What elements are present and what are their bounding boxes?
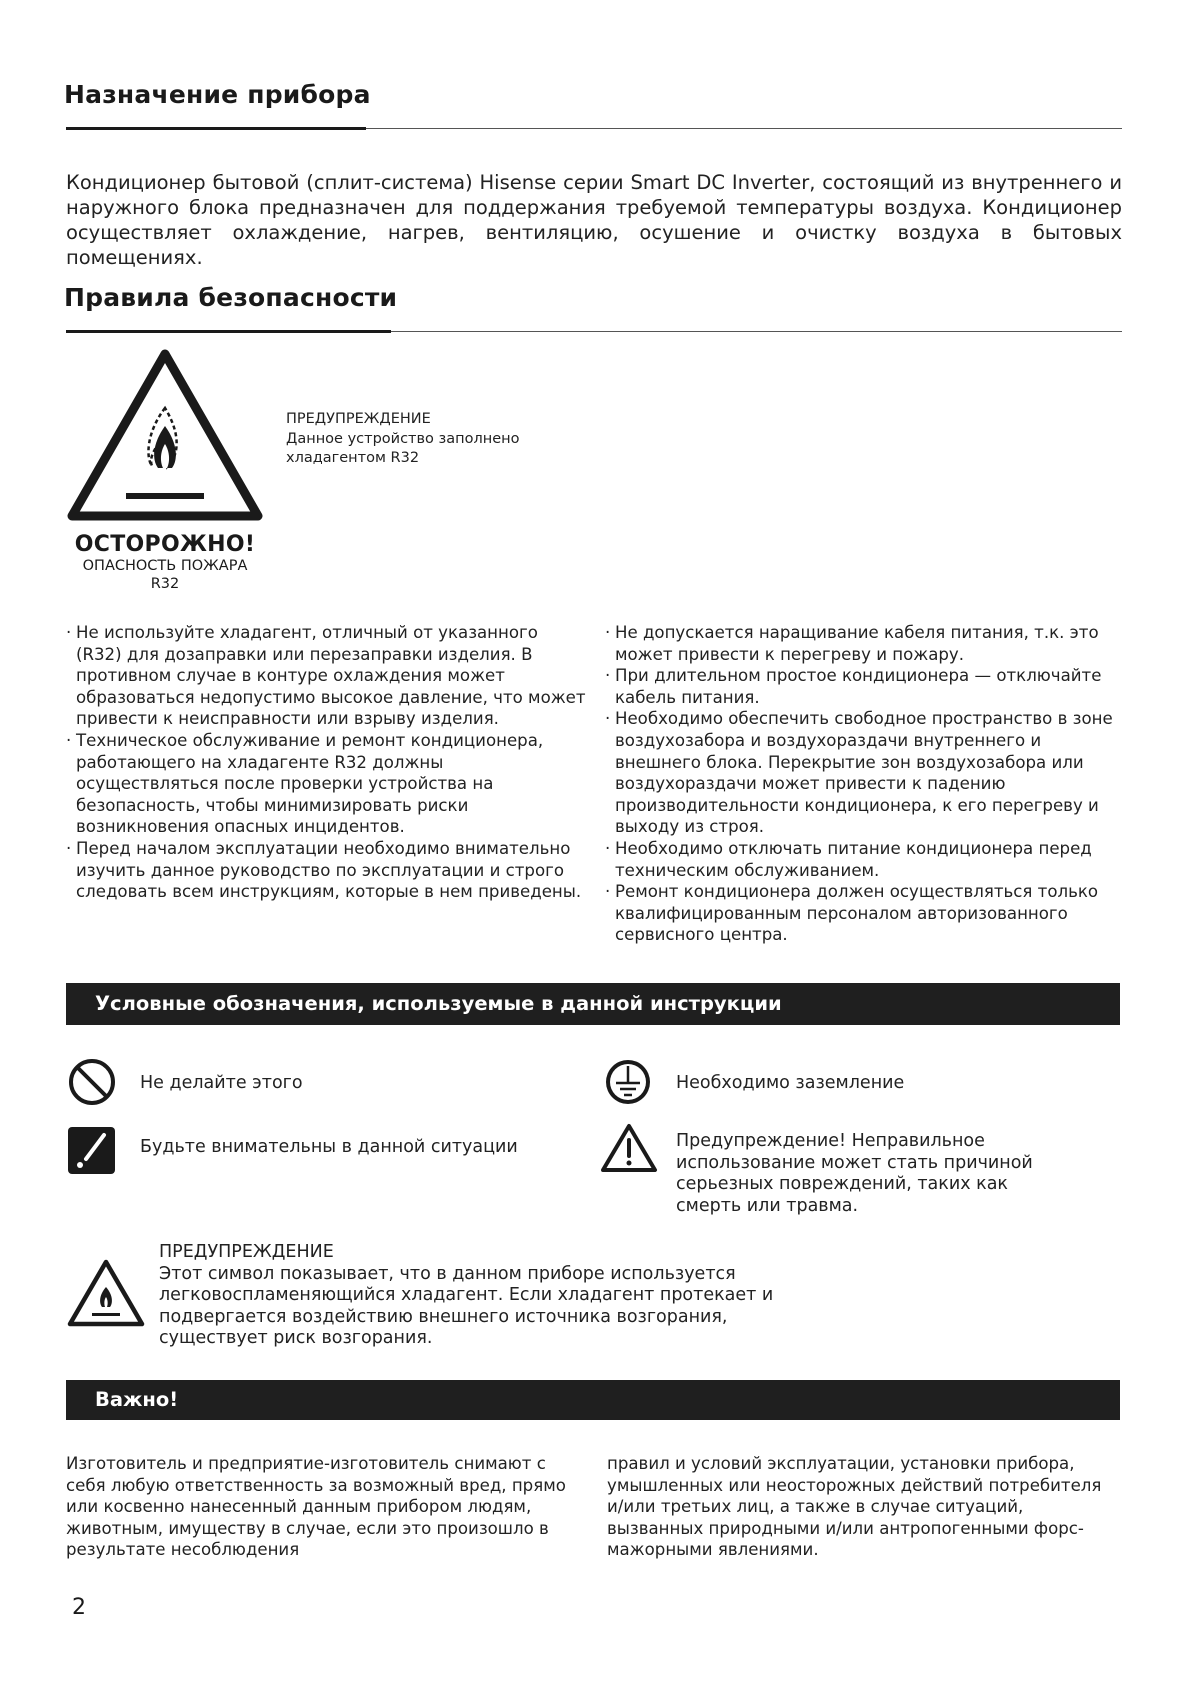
flammable-warning-icon — [66, 348, 264, 523]
heading-underline-thin — [366, 128, 1122, 129]
warning-title: ПРЕДУПРЕЖДЕНИЕ — [286, 411, 431, 427]
safety-heading: Правила безопасности — [64, 283, 398, 312]
caution-block — [56, 532, 274, 593]
heading-underline-thin — [391, 331, 1122, 332]
heading-underline-bold — [66, 127, 366, 130]
list-item: · Необходимо отключать питание кондиционера перед техническим обслуживанием. — [605, 838, 1125, 881]
important-text-left: Изготовитель и предприятие-изготовитель снимают с себя любую ответственность за возможный вред, прямо или косвенно нанесенный данным прибором людям, животным, имуществу в случае, если это произошло в результате несоблюдения — [66, 1454, 566, 1560]
refrigerant-warning-label — [286, 410, 520, 469]
attention-label: Будьте внимательны в данной ситуации — [140, 1137, 518, 1157]
caution-subtitle: ОПАСНОСТЬ ПОЖАРА — [82, 558, 248, 574]
safety-rules-right — [605, 622, 1125, 946]
attention-icon — [68, 1127, 115, 1174]
list-item: · Необходимо обеспечить свободное пространство в зоне воздухозабора и воздухораздачи внутреннего и внешнего блока. Перекрытие зон воздухозабора или воздухораздачи может привести к падению производительности кондиционера, к его перегреву и выходу из строя. — [605, 708, 1125, 838]
do-not-label: Не делайте этого — [140, 1073, 303, 1093]
page-number: 2 — [72, 1595, 86, 1620]
flammable-text: Этот символ показывает, что в данном приборе используется легковоспламеняющийся хладагент. Если хладагент протекает и подвергается воздействию внешнего источника возгорания, существует риск возгорания. — [159, 1263, 774, 1349]
flammable-title: ПРЕДУПРЕЖДЕНИЕ — [159, 1242, 334, 1262]
danger-warning-icon — [600, 1122, 658, 1174]
ground-icon — [604, 1058, 652, 1106]
safety-rules-left — [66, 622, 586, 903]
list-item: · Техническое обслуживание и ремонт кондиционера, работающего на хладагенте R32 должны осуществляться после проверки устройства на безопасность, чтобы минимизировать риски возникновения опасных инцидентов. — [66, 730, 586, 838]
warning-line1: Данное устройство заполнено — [286, 430, 520, 447]
warning-line2: хладагентом R32 — [286, 450, 420, 466]
symbols-heading: Условные обозначения, используемые в данной инструкции — [95, 992, 782, 1015]
danger-label: Предупреждение! Неправильное использование может стать причиной серьезных повреждений, таких как смерть или травма. — [676, 1131, 1033, 1216]
important-heading-bar — [66, 1380, 1120, 1420]
list-item: · Перед началом эксплуатации необходимо внимательно изучить данное руководство по эксплуатации и строго следовать всем инструкциям, которые в нем приведены. — [66, 838, 586, 903]
flammable-refrigerant-icon — [66, 1257, 146, 1329]
ground-label: Необходимо заземление — [676, 1073, 905, 1093]
prohibited-icon — [68, 1058, 116, 1106]
heading-underline-bold — [66, 330, 391, 333]
important-text-right: правил и условий эксплуатации, установки прибора, умышленных или неосторожных действий потребителя и/или третьих лиц, а также в случае ситуаций, вызванных природными и/или антропогенными форс-мажорными явлениями. — [607, 1454, 1102, 1560]
list-item: · При длительном простое кондиционера — отключайте кабель питания. — [605, 665, 1125, 708]
important-heading: Важно! — [95, 1388, 179, 1411]
flammable-warning-block — [159, 1242, 779, 1350]
symbols-heading-bar — [66, 983, 1120, 1025]
purpose-text: Кондиционер бытовой (сплит-система) Hisense серии Smart DC Inverter, состоящий из внутреннего и наружного блока предназначен для поддержания требуемой температуры воздуха. Кондиционер осуществляет охлаждение, нагрев, вентиляцию, осушение и очистку воздуха в бытовых помещениях. — [66, 171, 1122, 269]
list-item: · Не допускается наращивание кабеля питания, т.к. это может привести к перегреву и пожару. — [605, 622, 1125, 665]
list-item: · Ремонт кондиционера должен осуществляться только квалифицированным персоналом авторизованного сервисного центра. — [605, 881, 1125, 946]
caution-refrigerant: R32 — [150, 576, 180, 592]
caution-title: ОСТОРОЖНО! — [74, 532, 256, 557]
purpose-heading: Назначение прибора — [64, 80, 371, 109]
list-item: · Не используйте хладагент, отличный от указанного (R32) для дозаправки или перезаправки изделия. В противном случае в контуре охлаждения может образоваться недопустимо высокое давление, что может привести к неисправности или взрыву изделия. — [66, 622, 586, 730]
